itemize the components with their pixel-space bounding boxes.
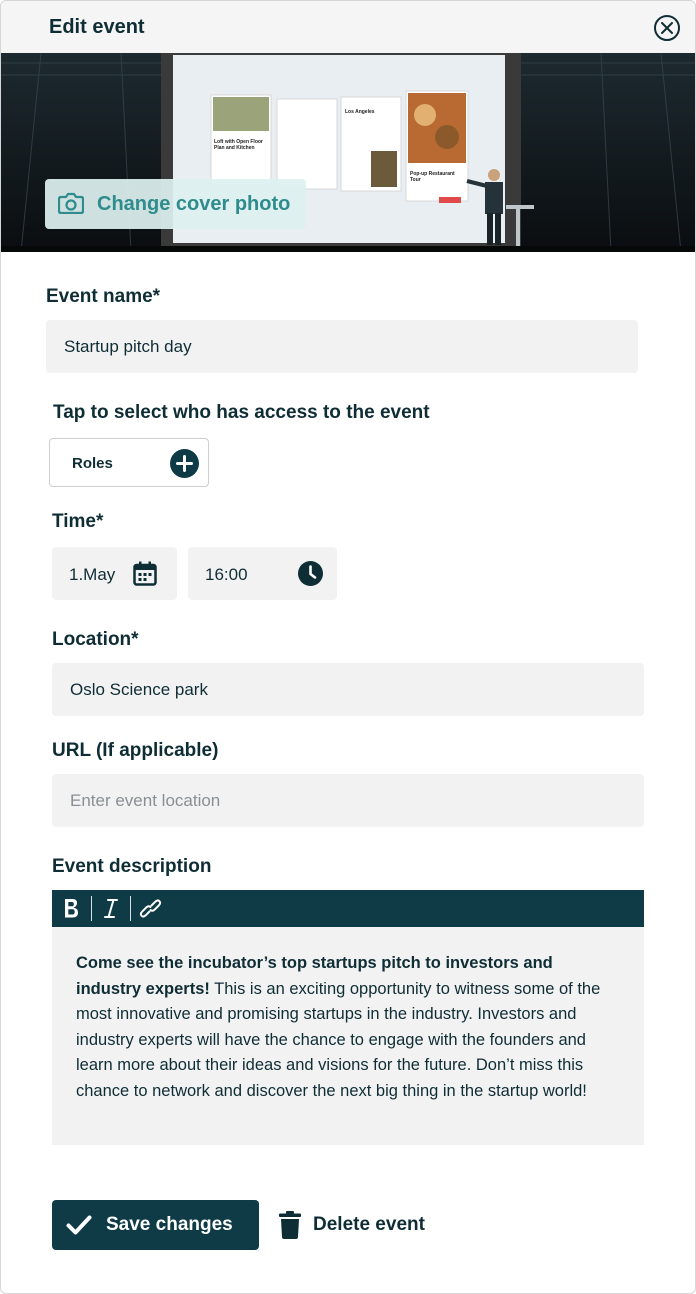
description-bold-text: Come see the incubator’s top startups pitch to investors and industry experts! xyxy=(76,954,553,998)
change-cover-photo-button[interactable] xyxy=(45,179,306,229)
roles-label: Roles xyxy=(72,455,113,472)
camera-icon xyxy=(58,192,84,214)
dialog-title: Edit event xyxy=(49,16,145,38)
calendar-icon xyxy=(133,561,157,586)
close-button[interactable] xyxy=(654,15,680,41)
location-label: Location* xyxy=(52,629,139,650)
description-editor[interactable] xyxy=(52,927,644,1145)
toolbar-divider xyxy=(91,896,92,921)
save-changes-label: Save changes xyxy=(106,1214,233,1235)
access-label: Tap to select who has access to the event xyxy=(53,402,430,423)
time-value: 16:00 xyxy=(205,565,248,584)
dialog-header xyxy=(1,1,696,53)
roles-selector-button[interactable] xyxy=(49,438,209,487)
rich-text-toolbar xyxy=(52,890,644,927)
time-picker[interactable] xyxy=(188,547,337,600)
plus-circle-icon xyxy=(170,449,199,478)
description-label: Event description xyxy=(52,856,212,877)
bold-icon xyxy=(56,894,86,923)
delete-event-label: Delete event xyxy=(313,1214,425,1235)
trash-icon xyxy=(279,1211,301,1239)
slide-card-title: Loft with Open Floor Plan and Kitchen xyxy=(214,139,263,151)
link-button[interactable] xyxy=(136,894,166,923)
url-label: URL (If applicable) xyxy=(52,740,219,761)
italic-icon xyxy=(96,894,126,923)
url-input[interactable] xyxy=(52,774,644,827)
italic-button[interactable] xyxy=(96,894,126,923)
slide-card-title: Pop-up Restaurant Tour xyxy=(410,171,455,183)
event-name-input[interactable] xyxy=(46,320,638,373)
clock-icon xyxy=(298,561,323,586)
link-icon xyxy=(136,894,166,923)
bold-button[interactable] xyxy=(56,894,86,923)
date-picker[interactable] xyxy=(52,547,177,600)
time-label: Time* xyxy=(52,511,104,532)
location-input[interactable] xyxy=(52,663,644,716)
checkmark-icon xyxy=(66,1214,92,1236)
description-text: This is an exciting opportunity to witness some of the most innovative and promising startups in the industry. Investors and industry experts will have the chance to engage with the founders and learn more about their ideas and visions for the future. Don’t miss this chance to network and discover the next big thing in the startup world! xyxy=(76,979,601,1100)
change-cover-photo-label: Change cover photo xyxy=(97,193,291,215)
save-changes-button[interactable] xyxy=(52,1200,259,1250)
cover-photo xyxy=(1,53,696,252)
event-name-label: Event name* xyxy=(46,286,161,307)
date-value: 1.May xyxy=(69,565,116,584)
close-circle-icon xyxy=(661,22,673,34)
delete-event-button[interactable] xyxy=(277,1200,447,1250)
toolbar-divider xyxy=(130,896,131,921)
slide-card-title: Los Angeles xyxy=(345,109,375,115)
